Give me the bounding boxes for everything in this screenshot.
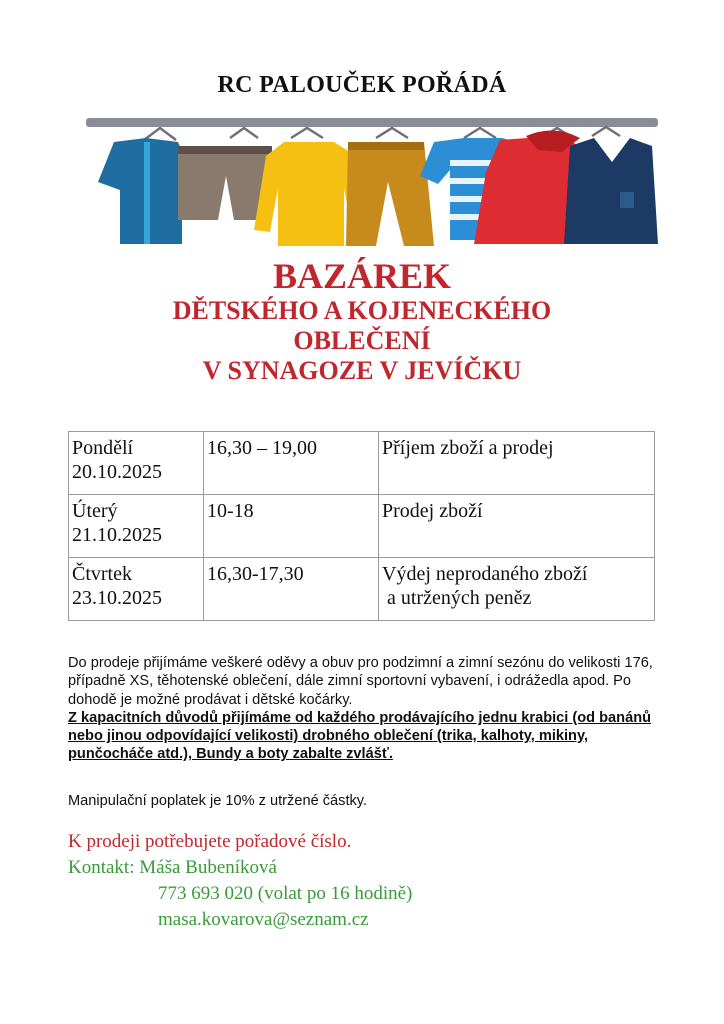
title-main: BAZÁREK <box>272 256 452 296</box>
table-row <box>69 558 655 621</box>
contact-block <box>68 829 412 933</box>
fee-note: Manipulační poplatek je 10% z utržené částky. <box>68 793 368 809</box>
organizer-heading: RC PALOUČEK POŘÁDÁ <box>217 72 507 98</box>
day-cell <box>69 495 204 558</box>
day-date: 20.10.2025 <box>72 461 162 483</box>
activity-text: Výdej neprodaného zboží <box>382 563 588 585</box>
day-date: 21.10.2025 <box>72 524 162 546</box>
activity-text-2: a utržených peněz <box>382 587 532 609</box>
title-block <box>0 256 724 386</box>
contact-email[interactable]: masa.kovarova@seznam.cz <box>158 909 369 930</box>
title-line-3: OBLEČENÍ <box>293 326 431 355</box>
info-paragraph <box>68 654 660 764</box>
time-cell: 16,30-17,30 <box>204 558 379 621</box>
info-text: Do prodeje přijímáme veškeré oděvy a obuv pro podzimní a zimní sezónu do velikosti 176, případně XS, těhotenské oblečení, dále zimní sportovní vybavení, i odrážedla apod. Po dohodě je možné prodávat i dětské kočárky. <box>68 655 653 708</box>
table-row <box>69 432 655 495</box>
day-cell <box>69 558 204 621</box>
clothes-rack-illustration <box>86 112 658 257</box>
day-date: 23.10.2025 <box>72 587 162 609</box>
day-name: Čtvrtek <box>72 563 132 585</box>
activity-cell <box>379 432 655 495</box>
day-cell <box>69 432 204 495</box>
activity-text: Příjem zboží a prodej <box>382 437 554 459</box>
activity-text: Prodej zboží <box>382 500 483 522</box>
schedule-table <box>68 431 655 621</box>
day-name: Úterý <box>72 500 118 522</box>
time-cell: 10-18 <box>204 495 379 558</box>
contact-label: Kontakt: Máša Bubeníková <box>68 857 277 878</box>
activity-cell <box>379 558 655 621</box>
number-note: K prodeji potřebujete pořadové číslo. <box>68 831 352 852</box>
contact-phone: 773 693 020 (volat po 16 hodině) <box>158 883 413 904</box>
time-cell: 16,30 – 19,00 <box>204 432 379 495</box>
day-name: Pondělí <box>72 437 134 459</box>
title-line-2: DĚTSKÉHO A KOJENECKÉHO <box>172 296 552 325</box>
activity-cell <box>379 495 655 558</box>
title-line-4: V SYNAGOZE V JEVÍČKU <box>202 356 522 385</box>
table-row <box>69 495 655 558</box>
info-bold-text: Z kapacitních důvodů přijímáme od každého prodávajícího jednu krabici (od banánů nebo jinou odpovídající velikosti) drobného oblečení (trika, kalhoty, mikiny, punčocháče atd.), Bundy a boty zabalte zvlášť. <box>68 709 652 763</box>
